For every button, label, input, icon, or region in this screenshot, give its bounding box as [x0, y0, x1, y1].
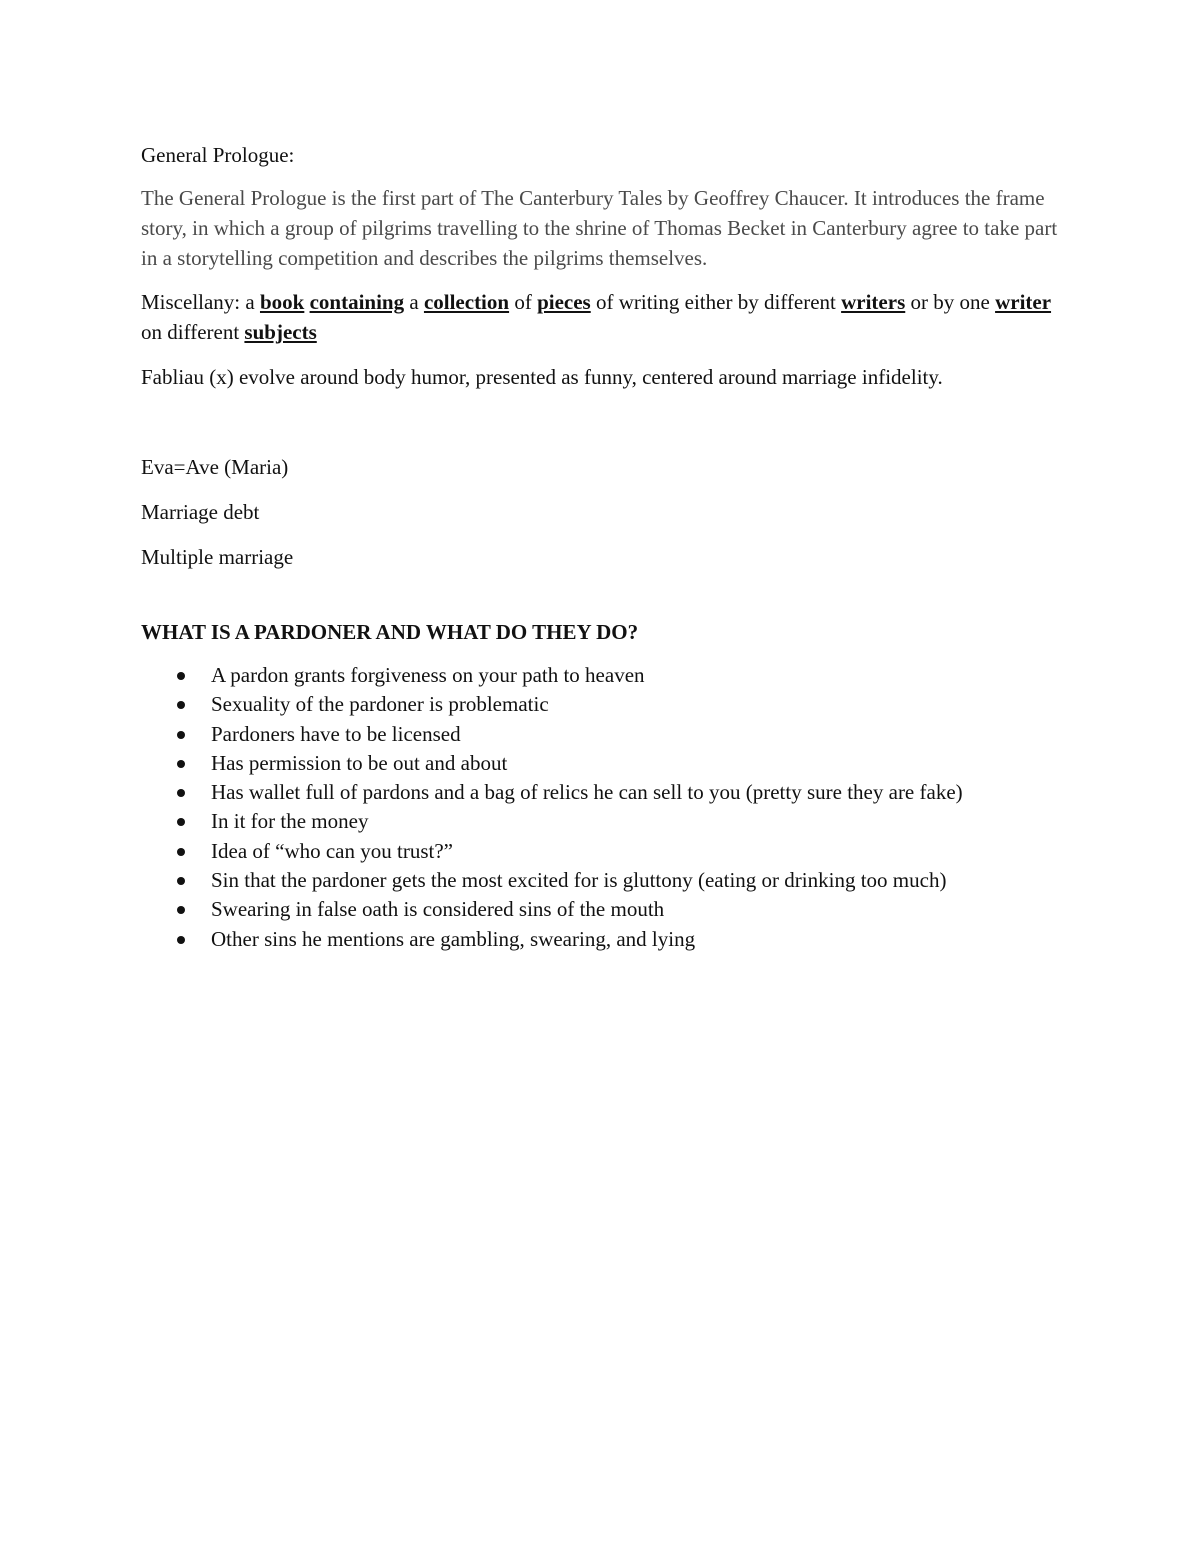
list-item: [141, 837, 1071, 866]
bullet-icon: [177, 848, 185, 856]
misc-text: Miscellany: a: [141, 290, 260, 314]
list-item: [141, 807, 1071, 836]
note-line: Marriage debt: [141, 500, 260, 524]
term-writers: writers: [841, 290, 906, 314]
term-pieces: pieces: [537, 290, 591, 314]
list-item: [141, 925, 1071, 954]
list-item-text: Sexuality of the pardoner is problematic: [211, 692, 549, 717]
misc-text: of writing either by different: [590, 290, 842, 314]
list-item: [141, 895, 1071, 924]
misc-text: a: [404, 290, 424, 314]
list-item: [141, 690, 1071, 719]
list-item: [141, 866, 1071, 895]
list-item-text: Sin that the pardoner gets the most excited for is gluttony (eating or drinking too much): [211, 868, 947, 893]
list-item: [141, 749, 1071, 778]
bullet-icon: [177, 936, 185, 944]
list-item-text: A pardon grants forgiveness on your path to heaven: [211, 663, 645, 687]
term-subjects: subjects: [244, 320, 317, 344]
bullet-icon: [177, 877, 185, 885]
term-collection: collection: [423, 290, 510, 314]
bullet-icon: [177, 789, 185, 797]
bullet-icon: [177, 818, 185, 826]
document-body: [141, 140, 1071, 954]
section-title: WHAT IS A PARDONER AND WHAT DO THEY DO?: [141, 620, 639, 644]
bullet-icon: [177, 906, 185, 914]
list-item-text: Swearing in false oath is considered sins of the mouth: [211, 897, 665, 922]
note-line: Multiple marriage: [141, 545, 294, 569]
prologue-paragraph: The General Prologue is the first part of The Canterbury Tales by Geoffrey Chaucer. It introduces the frame story, in which a group of pilgrims travelling to the shrine of Thomas Becket in Canterbury agree to take part in a storytelling competition and describes the pilgrims themselves.: [141, 186, 1058, 270]
term-book: book: [259, 290, 305, 314]
list-item-text: Has wallet full of pardons and a bag of relics he can sell to you (pretty sure they are fake): [211, 780, 963, 805]
list-item-text: Other sins he mentions are gambling, swearing, and lying: [211, 926, 696, 951]
misc-text: of: [509, 290, 538, 314]
misc-text: or by one: [905, 290, 996, 314]
bullet-icon: [177, 672, 185, 680]
list-item: [141, 720, 1071, 749]
note-line: Eva=Ave (Maria): [141, 455, 289, 479]
heading-label: General Prologue:: [141, 143, 295, 167]
list-item-text: Has permission to be out and about: [211, 750, 508, 775]
fabliau-definition: Fabliau (x) evolve around body humor, presented as funny, centered around marriage infidelity.: [141, 365, 943, 389]
term-containing: containing: [309, 290, 405, 314]
bullet-icon: [177, 731, 185, 739]
pardoner-bullet-list: [141, 661, 1071, 954]
misc-text: on different: [141, 320, 245, 344]
term-writer: writer: [995, 290, 1052, 314]
miscellany-definition: [141, 287, 1071, 347]
list-item-text: Idea of “who can you trust?”: [211, 838, 453, 863]
bullet-icon: [177, 701, 185, 709]
list-item-text: Pardoners have to be licensed: [211, 721, 461, 746]
list-item: [141, 661, 1071, 690]
list-item: [141, 778, 1071, 807]
list-item-text: In it for the money: [211, 809, 369, 834]
bullet-icon: [177, 760, 185, 768]
